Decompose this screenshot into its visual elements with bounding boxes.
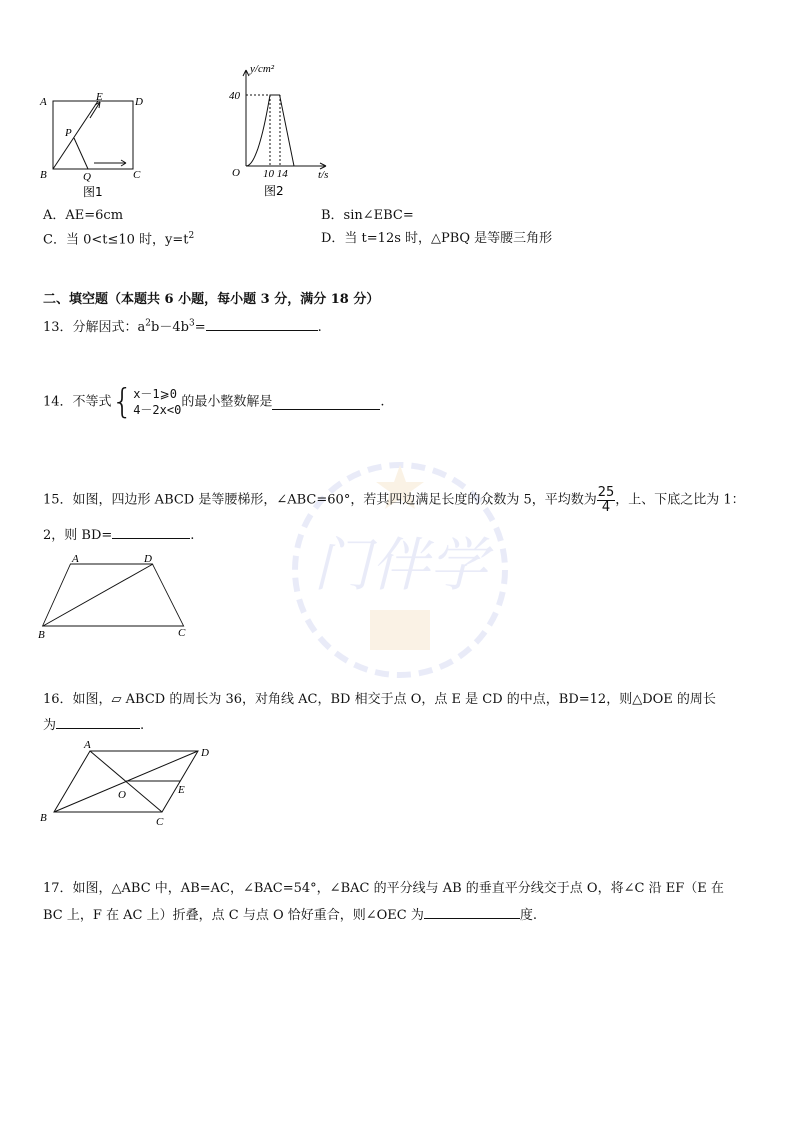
q14-pre: 14．不等式 <box>43 394 112 410</box>
q12-option-c <box>43 231 194 248</box>
q16-label-o: O <box>118 789 126 801</box>
q17-line2 <box>43 904 537 924</box>
q14-brace: { <box>111 382 134 422</box>
fig1-caption: 图1 <box>83 185 103 199</box>
fig1-label-a: A <box>40 96 47 108</box>
q16-figure <box>38 736 218 831</box>
q15-line1 <box>43 486 745 515</box>
q14-end: . <box>380 394 385 410</box>
q12-figure1 <box>38 88 148 203</box>
fig2-ylabel: y/cm² <box>250 63 275 75</box>
fig2-origin: O <box>232 167 240 179</box>
q15-end: . <box>190 528 195 543</box>
q15-frac-num: 25 <box>597 485 615 500</box>
q12-option-c-text: C．当 0<t≤10 时，y=t <box>43 232 189 248</box>
fig2-ytick: 40 <box>229 90 240 102</box>
q15-line2 <box>43 524 194 544</box>
q13-answer-blank[interactable] <box>206 316 318 331</box>
q17-line1: 17．如图，△ABC 中，AB=AC，∠BAC=54°，∠BAC 的平分线与 AB 的垂直平分线交于点 O，将∠C 沿 EF（E 在 <box>43 881 724 896</box>
q13-sup1: 2 <box>145 318 152 329</box>
q16-label-b: B <box>40 812 47 824</box>
q13-mid: b－4b <box>151 320 189 335</box>
q14-system <box>133 386 181 418</box>
q16-label-d: D <box>201 747 209 759</box>
section2-title: 二、填空题（本题共 6 小题，每小题 3 分，满分 18 分） <box>43 292 380 307</box>
q17-line2-pre: BC 上，F 在 AC 上）折叠，点 C 与点 O 恰好重合，则∠OEC 为 <box>43 908 424 923</box>
q16-answer-blank[interactable] <box>56 714 140 729</box>
fig1-label-q: Q <box>83 171 91 183</box>
q13-pre: 13．分解因式：a <box>43 320 146 335</box>
q17-answer-blank[interactable] <box>424 904 520 919</box>
q15-line2-pre: 2，则 BD= <box>43 528 113 543</box>
q15-label-a: A <box>72 553 79 565</box>
q16-end: . <box>140 718 145 733</box>
q16-line2-pre: 为 <box>43 718 57 733</box>
q15-line1-post: ，上、下底之比为 1： <box>615 492 745 508</box>
fig2-xlabel: t/s <box>318 169 329 181</box>
fig1-label-b: B <box>40 169 47 181</box>
q17-line2-post: 度. <box>519 908 538 923</box>
q12-option-c-sup: 2 <box>188 231 195 241</box>
q15-line1-pre: 15．如图，四边形 ABCD 是等腰梯形，∠ABC=60°，若其四边满足长度的众数为 5，平均数为 <box>43 492 597 508</box>
fig2-xticks: 10 14 <box>263 168 288 180</box>
q15-fraction <box>597 486 616 515</box>
q13 <box>43 316 322 336</box>
q14-line2: 4－2x<0 <box>133 403 182 418</box>
q16-line1: 16．如图，▱ ABCD 的周长为 36，对角线 AC，BD 相交于点 O，点 E 是 CD 的中点，BD=12，则△DOE 的周长 <box>43 692 716 707</box>
q13-eq: = <box>194 320 206 335</box>
fig1-label-e: E <box>96 91 103 103</box>
q14-answer-blank[interactable] <box>272 395 380 410</box>
q15-frac-den: 4 <box>601 500 611 515</box>
q12-option-d: D．当 t=12s 时，△PBQ 是等腰三角形 <box>321 231 553 246</box>
q12-figure2 <box>228 62 338 202</box>
q13-end: . <box>317 320 322 335</box>
q16-label-a: A <box>84 739 91 751</box>
q13-sup2: 3 <box>188 318 195 329</box>
fig1-label-d: D <box>135 96 143 108</box>
fig1-label-p: P <box>65 127 72 139</box>
q15-answer-blank[interactable] <box>112 524 190 539</box>
q15-label-b: B <box>38 629 45 640</box>
fig2-caption: 图2 <box>264 184 284 198</box>
q15-figure <box>38 550 198 640</box>
q16-label-c: C <box>156 816 164 828</box>
q15-label-d: D <box>144 553 152 565</box>
q12-option-b: B．sin∠EBC= <box>321 208 414 223</box>
q16-line2 <box>43 714 144 734</box>
q14 <box>43 382 384 423</box>
q16-label-e: E <box>178 784 185 796</box>
watermark-text: 门伴学 <box>312 533 488 598</box>
q14-line1: x－1⩾0 <box>133 387 177 402</box>
q15-label-c: C <box>178 627 186 639</box>
q14-post: 的最小整数解是 <box>181 394 273 410</box>
q12-option-a: A．AE=6cm <box>43 208 124 223</box>
fig1-label-c: C <box>133 169 141 181</box>
